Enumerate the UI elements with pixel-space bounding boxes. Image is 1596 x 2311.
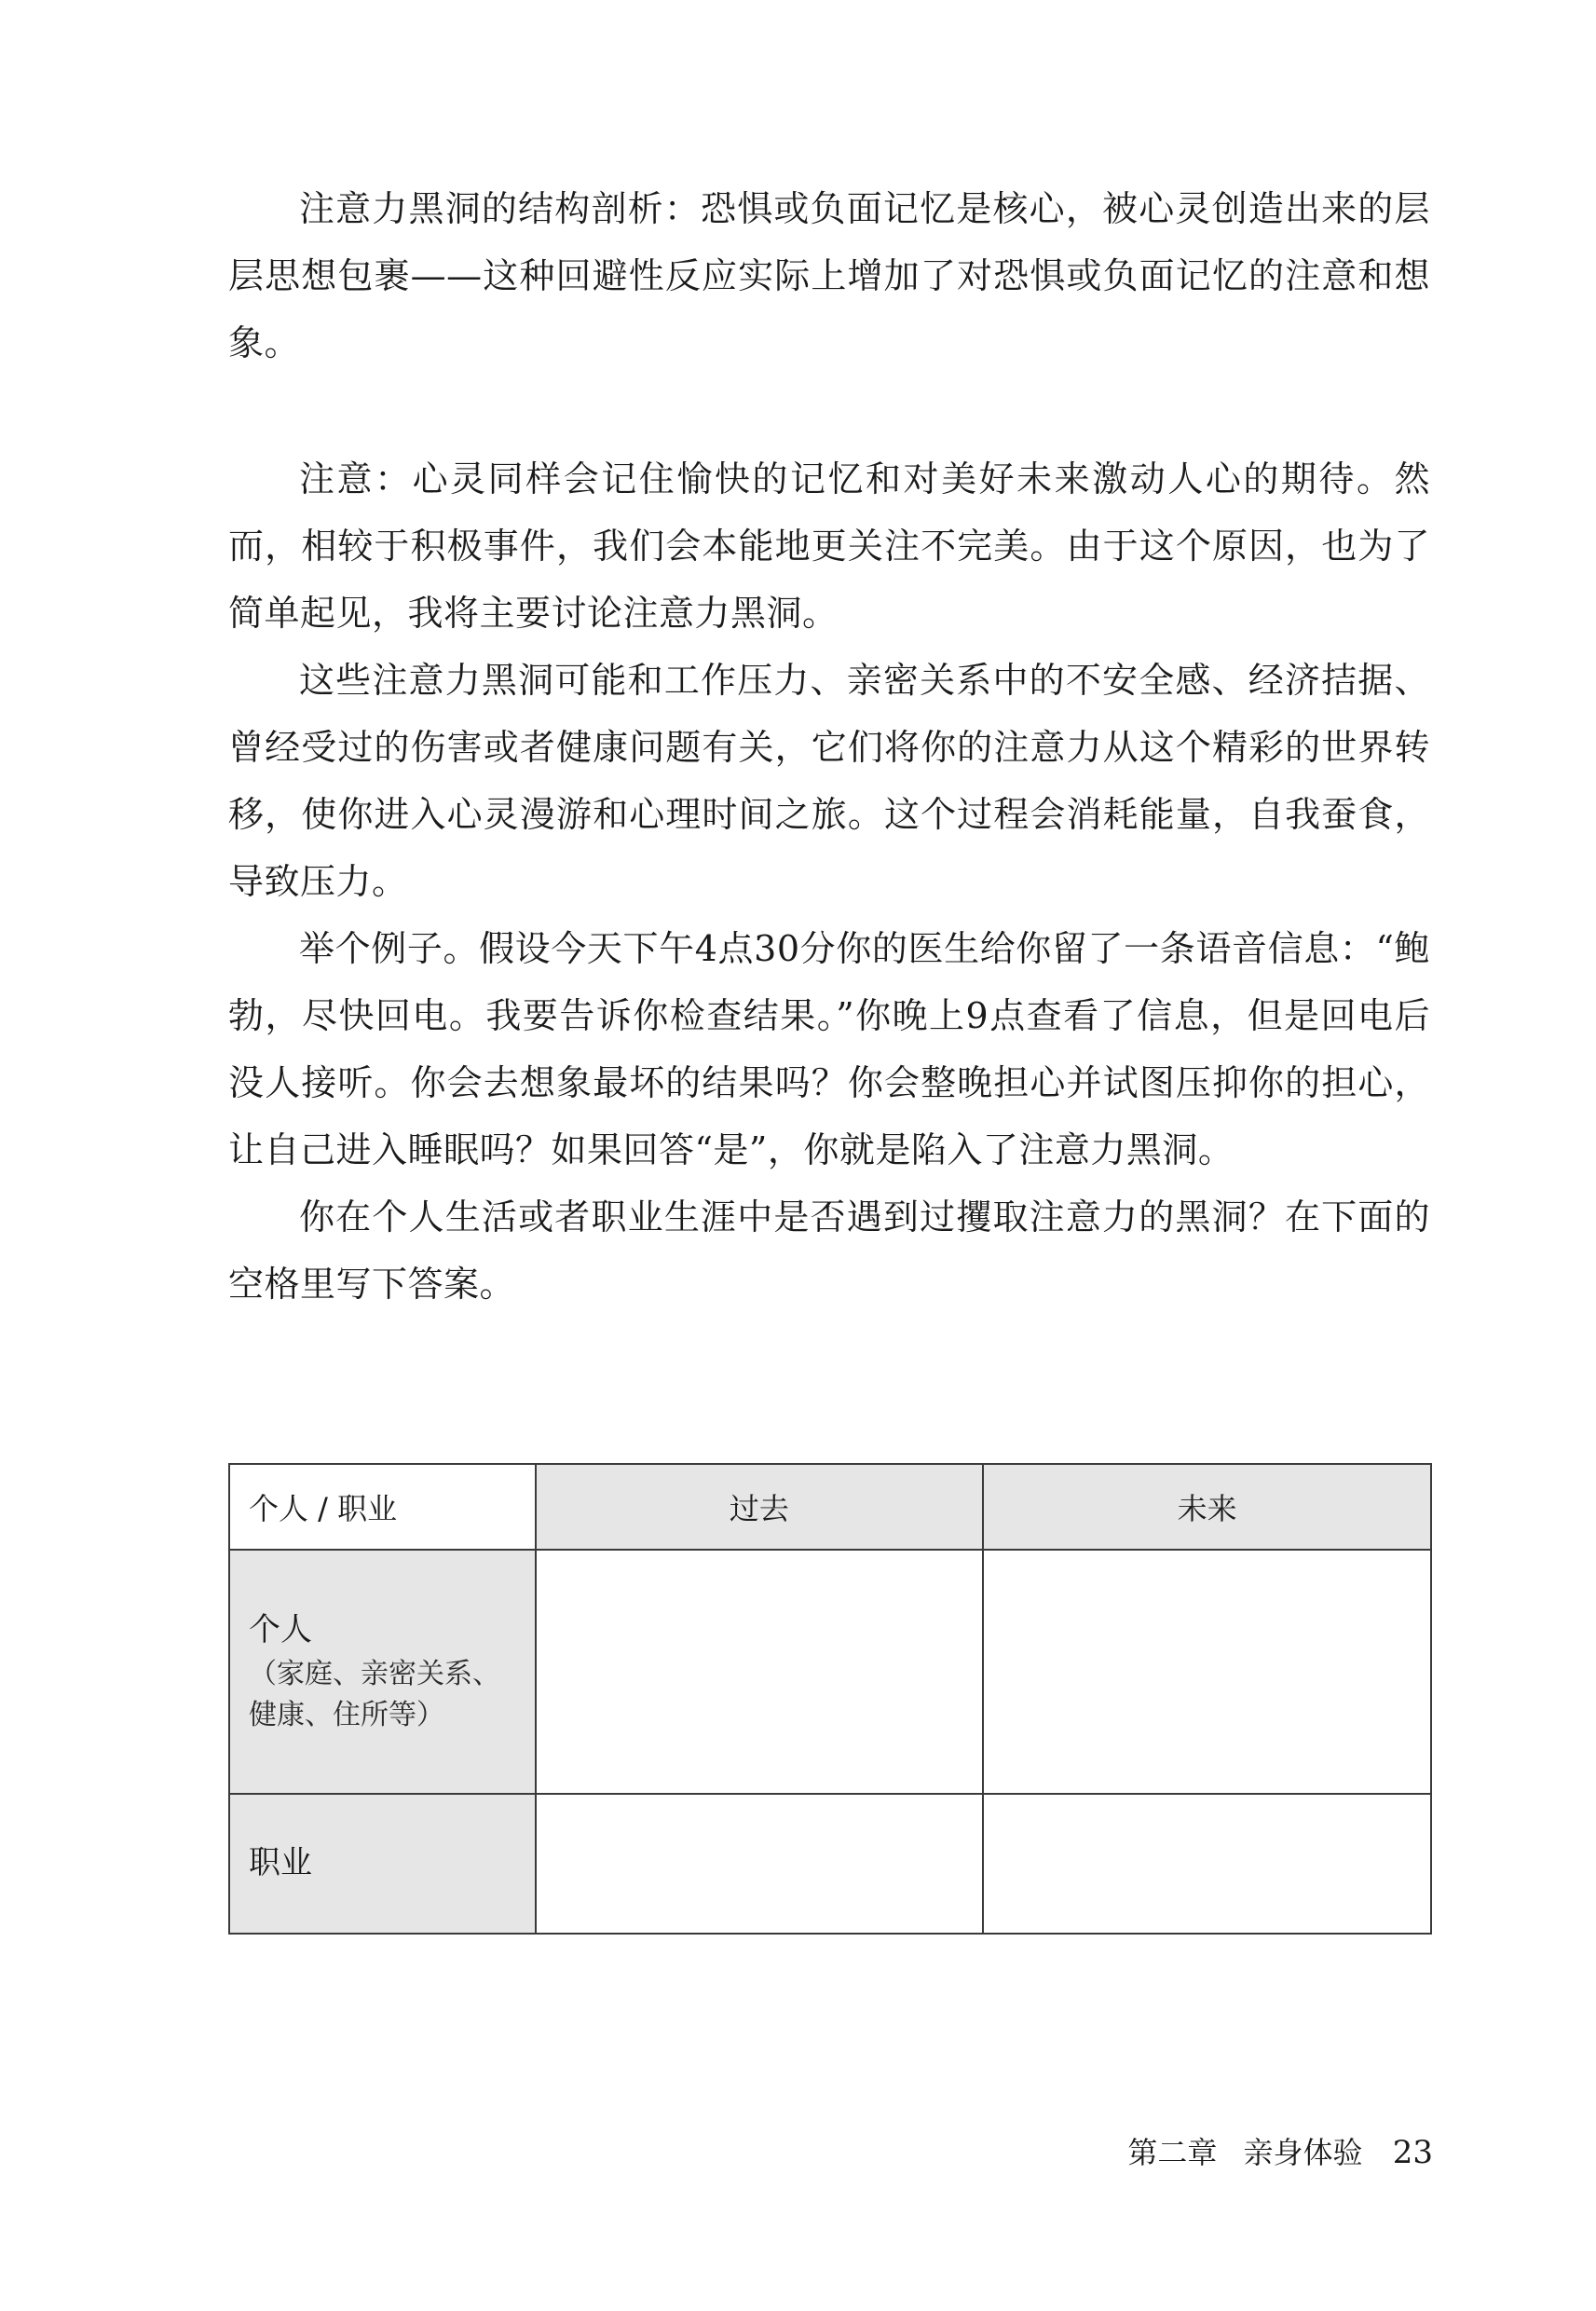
header-future: 未来	[983, 1464, 1431, 1550]
intro-text-block	[228, 175, 1430, 376]
paragraph-note: 注意：心灵同样会记住愉快的记忆和对美好未来激动人心的期待。然而，相较于积极事件，我们会本能地更关注不完美。由于这个原因，也为了简单起见，我将主要讨论注意力黑洞。	[228, 458, 1430, 634]
paragraph-example: 举个例子。假设今天下午4点30分你的医生给你留了一条语音信息：“鲍勃，尽快回电。我要告诉你检查结果。”你晚上9点查看了信息，但是回电后没人接听。你会去想象最坏的结果吗？你会整晚担心并试图压抑你的担心，让自己进入睡眠吗？如果回答“是”，你就是陷入了注意力黑洞。	[228, 928, 1430, 1170]
footer-chapter: 第二章	[1127, 2135, 1218, 2170]
paragraph-prompt: 你在个人生活或者职业生涯中是否遇到过攫取注意力的黑洞？在下面的空格里写下答案。	[228, 1197, 1430, 1305]
page-footer	[1127, 2134, 1433, 2171]
row-note-personal-line2: 健康、住所等）	[249, 1699, 444, 1731]
table-row-career	[229, 1794, 1431, 1934]
paragraph-black-hole-causes: 这些注意力黑洞可能和工作压力、亲密关系中的不安全感、经济拮据、曾经受过的伤害或者健康问题有关，它们将你的注意力从这个精彩的世界转移，使你进入心灵漫游和心理时间之旅。这个过程会消耗能量，自我蚕食，导致压力。	[228, 660, 1430, 902]
row-label-career	[229, 1794, 536, 1934]
main-text-block	[228, 445, 1430, 1318]
row-title-career: 职业	[249, 1844, 312, 1881]
answer-table	[228, 1463, 1432, 1935]
page-number: 23	[1392, 2134, 1433, 2171]
header-category: 个人 / 职业	[229, 1464, 536, 1550]
footer-section: 亲身体验	[1243, 2135, 1363, 2170]
row-title-personal: 个人	[249, 1611, 312, 1648]
row-label-personal	[229, 1550, 536, 1794]
answer-cell-career-past[interactable]	[536, 1794, 984, 1934]
row-note-personal-line1: （家庭、亲密关系、	[249, 1658, 500, 1690]
header-past: 过去	[536, 1464, 984, 1550]
answer-cell-personal-future[interactable]	[983, 1550, 1431, 1794]
table-row-personal	[229, 1550, 1431, 1794]
paragraph-structure-analysis: 注意力黑洞的结构剖析：恐惧或负面记忆是核心，被心灵创造出来的层层思想包裹——这种回避性反应实际上增加了对恐惧或负面记忆的注意和想象。	[228, 188, 1430, 363]
table-header-row	[229, 1464, 1431, 1550]
answer-cell-career-future[interactable]	[983, 1794, 1431, 1934]
answer-cell-personal-past[interactable]	[536, 1550, 984, 1794]
